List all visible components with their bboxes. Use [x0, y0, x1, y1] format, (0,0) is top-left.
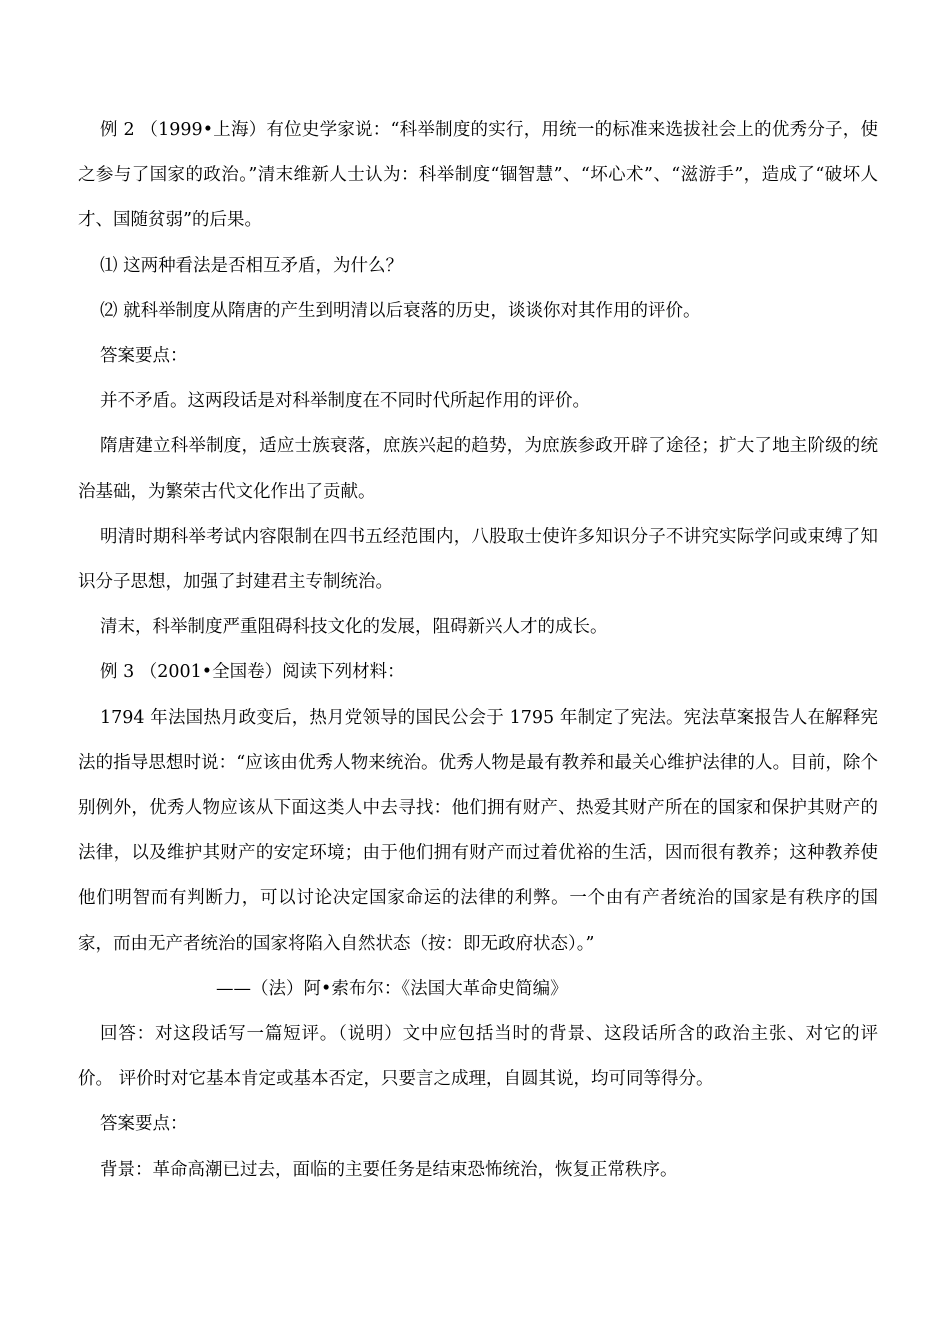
- example3-answer-background: 背景：革命高潮已过去，面临的主要任务是结束恐怖统治，恢复正常秩序。: [100, 1159, 678, 1180]
- example2-answer-2: 隋唐建立科举制度，适应士族衰落，庶族兴起的趋势，为庶族参政开辟了途径；扩大了地主阶级的统治基础，为繁荣古代文化作出了贡献。: [78, 436, 878, 502]
- example2-answer-3: 明清时期科举考试内容限制在四书五经范围内，八股取士使许多知识分子不讲究实际学问或束缚了知识分子思想，加强了封建君主专制统治。: [78, 526, 878, 593]
- example2-intro-text: 例 2 （1999•上海）有位史学家说：“科举制度的实行，用统一的标准来选拔社会上的优秀分子，使之参与了国家的政治。”清末维新人士认为：科举制度“锢智慧”、“坏心术”、: [78, 120, 878, 186]
- example3-answer-label: 答案要点：: [100, 1114, 188, 1135]
- example2-question-2: ⑵ 就科举制度从隋唐的产生到明清以后衰落的历史，谈谈你对其作用的评价。: [100, 300, 701, 321]
- example2-answer-label: 答案要点：: [100, 346, 188, 367]
- example2-answer-4: 清末，科举制度严重阻碍科技文化的发展，阻碍新兴人才的成长。: [100, 617, 608, 638]
- example3-material: 1794 年法国热月政变后，热月党领导的国民公会于 1795 年制定了宪法。宪法草案报告人在解释宪法的指导思想时说：“应该由优秀人物来统治。优秀人物是最有教养和最关心维护法律的人。目前，除个别例外，优秀人物应该从下面这类人中去寻找：他们拥有财产、热爱其财产所在的国家和保护其财产的法律，以及维护其财产的安定环境；由于他们拥有财产而过着优裕的生活，因而很有教养；这种教养使他们明智而有判断力，可以讨论决定国家命运的法律的利弊。一个由有产者统治的国家是有秩序的国家，而由无产者统治的国家将陷入自然状态（按：即无政府状态）。”: [78, 707, 878, 954]
- example2-answer-1: 并不矛盾。这两段话是对科举制度在不同时代所起作用的评价。: [100, 391, 590, 412]
- example3-intro: 例 3 （2001•全国卷）阅读下列材料：: [100, 662, 405, 683]
- document-body: [78, 108, 878, 1193]
- example2-question-1: ⑴ 这两种看法是否相互矛盾，为什么？: [100, 255, 404, 276]
- example3-question: 回答：对这段话写一篇短评。（说明）文中应包括当时的背景、这段话所含的政治主张、对它的评价。 评价时对它基本肯定或基本否定，只要言之成理，自圆其说，均可同等得分。: [78, 1024, 878, 1090]
- example2-intro: [78, 108, 878, 244]
- example2-intro-cont: “滋游手”，造成了“破坏人才、国随贫弱”的后果。: [78, 165, 878, 231]
- example3-citation: ——（法）阿•索布尔：《法国大革命史简编》: [216, 978, 568, 999]
